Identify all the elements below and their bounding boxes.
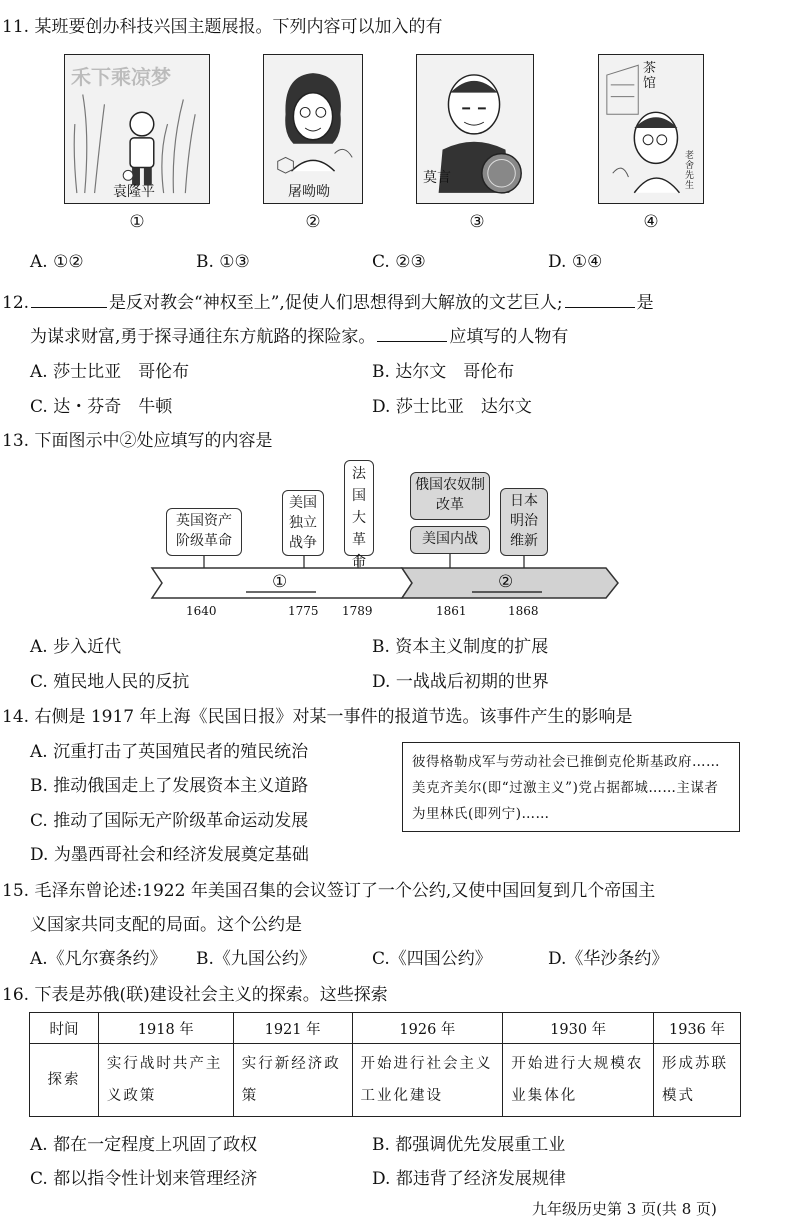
q12-option-b[interactable]: B. 达尔文 哥伦布 xyxy=(372,362,515,382)
timeline-diagram xyxy=(0,456,794,606)
year-1640: 1640 xyxy=(186,604,217,618)
q15-option-b[interactable]: B.《九国公约》 xyxy=(196,949,316,969)
q12-option-c[interactable]: C. 达・芬奇 牛顿 xyxy=(30,397,173,417)
q16-option-d[interactable]: D. 都违背了经济发展规律 xyxy=(372,1169,566,1189)
event-meiji-restoration: 日本明治维新 xyxy=(500,488,548,556)
year-cell: 1921 年 xyxy=(233,1013,352,1044)
q11-stem: 11. 某班要创办科技兴国主题展报。下列内容可以加入的有 xyxy=(2,17,443,37)
soviet-exploration-table xyxy=(29,1012,741,1117)
timeline-segment-1-label: ① xyxy=(272,572,288,592)
q13-option-a[interactable]: A. 步入近代 xyxy=(30,637,122,657)
q13-option-d[interactable]: D. 一战战后初期的世界 xyxy=(372,672,549,692)
q12-blank-2 xyxy=(565,307,635,308)
event-american-independence: 美国独立战争 xyxy=(282,490,324,556)
exploration-cell: 开始进行社会主义工业化建设 xyxy=(352,1044,503,1117)
q11-option-d[interactable]: D. ①④ xyxy=(548,252,603,272)
exploration-cell: 实行新经济政策 xyxy=(233,1044,352,1117)
table-row xyxy=(30,1044,741,1117)
q11-picture-1-caption: 袁隆平 xyxy=(113,184,155,200)
q11-picture-1-number: ① xyxy=(129,212,145,232)
year-1789: 1789 xyxy=(342,604,373,618)
q12-stem-part1: 是反对教会“神权至上”,促使人们思想得到大解放的文艺巨人; xyxy=(109,293,563,313)
q11-picture-4-title: 茶馆 xyxy=(643,61,657,91)
event-russian-serf-reform: 俄国农奴制改革 xyxy=(410,472,490,520)
q12-option-d[interactable]: D. 莎士比亚 达尔文 xyxy=(372,397,532,417)
q11-picture-3-number: ③ xyxy=(469,212,485,232)
q11-option-c[interactable]: C. ②③ xyxy=(372,252,426,272)
q11-picture-2 xyxy=(263,54,363,204)
q12-stem-line2 xyxy=(30,322,568,347)
q16-stem: 16. 下表是苏俄(联)建设社会主义的探索。这些探索 xyxy=(2,985,388,1005)
year-cell: 1936 年 xyxy=(654,1013,741,1044)
event-american-civil-war: 美国内战 xyxy=(410,526,490,554)
q15-option-c[interactable]: C.《四国公约》 xyxy=(372,949,492,969)
table-header-row xyxy=(30,1013,741,1044)
row-label-exploration: 探索 xyxy=(30,1044,99,1117)
q11-option-a[interactable]: A. ①② xyxy=(30,252,84,272)
q14-option-c[interactable]: C. 推动了国际无产阶级革命运动发展 xyxy=(30,811,309,831)
q14-option-d[interactable]: D. 为墨西哥社会和经济发展奠定基础 xyxy=(30,845,309,865)
q12-blank-1 xyxy=(31,307,107,308)
q12-stem-line1 xyxy=(2,288,654,313)
q14-stem: 14. 右侧是 1917 年上海《民国日报》对某一事件的报道节选。该事件产生的影响是 xyxy=(2,707,633,727)
q13-option-b[interactable]: B. 资本主义制度的扩展 xyxy=(372,637,549,657)
year-1861: 1861 xyxy=(436,604,467,618)
year-cell: 1918 年 xyxy=(98,1013,233,1044)
year-1868: 1868 xyxy=(508,604,539,618)
q11-picture-1 xyxy=(64,54,210,204)
q13-stem: 13. 下面图示中②处应填写的内容是 xyxy=(2,431,273,451)
q11-picture-4-side: 老舍先生 xyxy=(685,151,695,191)
q15-stem-line2: 义国家共同支配的局面。这个公约是 xyxy=(30,915,302,935)
q16-option-b[interactable]: B. 都强调优先发展重工业 xyxy=(372,1135,566,1155)
event-english-revolution: 英国资产阶级革命 xyxy=(166,508,242,556)
q16-option-a[interactable]: A. 都在一定程度上巩固了政权 xyxy=(30,1135,258,1155)
exploration-cell: 形成苏联模式 xyxy=(654,1044,741,1117)
exploration-cell: 实行战时共产主义政策 xyxy=(98,1044,233,1117)
q12-blank-3 xyxy=(377,341,447,342)
q13-option-c[interactable]: C. 殖民地人民的反抗 xyxy=(30,672,190,692)
q11-picture-1-overlay: 禾下乘凉梦 xyxy=(71,65,171,89)
q11-picture-3 xyxy=(416,54,534,204)
q15-option-d[interactable]: D.《华沙条约》 xyxy=(548,949,669,969)
timeline-segment-2-label: ② xyxy=(498,572,514,592)
q14-option-a[interactable]: A. 沉重打击了英国殖民者的殖民统治 xyxy=(30,742,309,762)
q11-option-b[interactable]: B. ①③ xyxy=(196,252,250,272)
q12-number: 12. xyxy=(2,293,30,313)
year-cell: 1930 年 xyxy=(503,1013,654,1044)
q12-stem-part2: 是 xyxy=(636,293,654,313)
event-french-revolution: 法国大革命 xyxy=(344,460,374,556)
q11-picture-4-number: ④ xyxy=(643,212,659,232)
q12-stem-line2b: 应填写的人物有 xyxy=(449,327,569,347)
year-1775: 1775 xyxy=(288,604,319,618)
q11-picture-2-caption: 屠呦呦 xyxy=(288,184,330,200)
q11-picture-3-caption: 莫言 xyxy=(423,170,451,186)
year-cell: 1926 年 xyxy=(352,1013,503,1044)
q14-option-b[interactable]: B. 推动俄国走上了发展资本主义道路 xyxy=(30,776,309,796)
q11-picture-4 xyxy=(598,54,704,204)
q12-stem-line2a: 为谋求财富,勇于探寻通往东方航路的探险家。 xyxy=(30,327,376,347)
q14-newspaper-quote: 彼得格勒戍军与劳动社会已推倒克伦斯基政府……美克齐美尔(即“过激主义”)党占据都城……主谋者为里林氏(即列宁)…… xyxy=(402,742,740,832)
row-label-time: 时间 xyxy=(30,1013,99,1044)
page-footer: 九年级历史第 3 页(共 8 页) xyxy=(532,1200,717,1218)
q12-option-a[interactable]: A. 莎士比亚 哥伦布 xyxy=(30,362,190,382)
q11-picture-2-number: ② xyxy=(305,212,321,232)
q15-option-a[interactable]: A.《凡尔赛条约》 xyxy=(30,949,167,969)
q16-option-c[interactable]: C. 都以指令性计划来管理经济 xyxy=(30,1169,258,1189)
exploration-cell: 开始进行大规模农业集体化 xyxy=(503,1044,654,1117)
q15-stem-line1: 15. 毛泽东曾论述:1922 年美国召集的会议签订了一个公约,又使中国回复到几个帝国主 xyxy=(2,881,656,901)
